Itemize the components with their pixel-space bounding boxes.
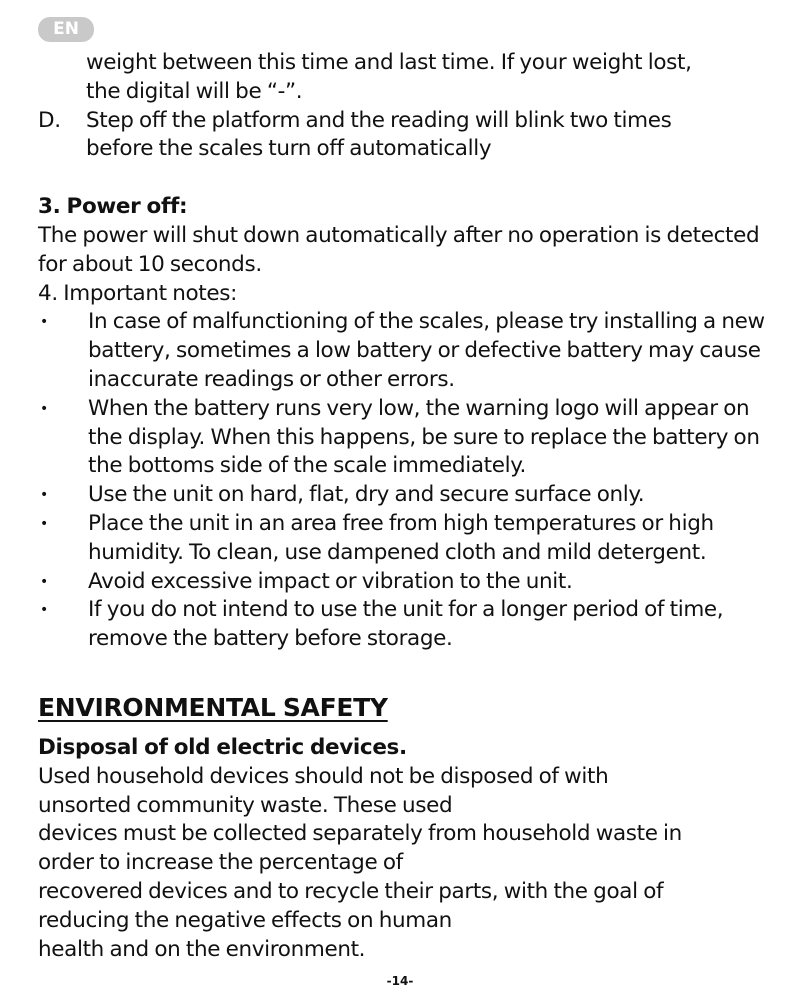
- list-item: [38, 568, 768, 597]
- list-item: [38, 395, 768, 481]
- list-item-text: Place the unit in an area free from high temperatures or high humidity. To clean, use dampened cloth and mild detergent.: [88, 510, 714, 565]
- list-item-text: When the battery runs very low, the warning logo will appear on the display. When this happens, be sure to replace the battery on the bottoms side of the scale immediately.: [88, 395, 760, 479]
- page-number: -14-: [386, 974, 414, 988]
- bullet-marker: •: [40, 400, 48, 417]
- list-item: [38, 510, 768, 568]
- important-notes-heading: 4. Important notes:: [38, 280, 238, 306]
- bullet-marker: •: [40, 573, 48, 590]
- disposal-line: unsorted community waste. These used: [38, 792, 453, 818]
- language-badge: EN: [38, 17, 94, 42]
- bullet-marker: •: [40, 515, 48, 532]
- disposal-line: health and on the environment.: [38, 936, 366, 962]
- step-c-continuation: [38, 49, 768, 107]
- power-off-heading: 3. Power off:: [38, 194, 188, 220]
- list-item: [38, 308, 768, 394]
- page-content: [38, 49, 768, 964]
- step-d-marker: D.: [38, 107, 61, 133]
- disposal-line: devices must be collected separately from household waste in: [38, 821, 682, 847]
- disposal-line: reducing the negative effects on human: [38, 907, 452, 933]
- step-c-line: the digital will be “-”.: [86, 78, 303, 104]
- list-item-text: In case of malfunctioning of the scales, please try installing a new battery, sometimes a low battery or defective battery may cause inaccurate readings or other errors.: [88, 309, 765, 392]
- step-d-text: [86, 107, 768, 165]
- bullet-marker: •: [40, 487, 48, 504]
- important-notes-list: [38, 308, 768, 654]
- disposal-line: recovered devices and to recycle their parts, with the goal of: [38, 878, 664, 904]
- disposal-line: order to increase the percentage of: [38, 850, 403, 876]
- step-d-line: before the scales turn off automatically: [86, 136, 492, 162]
- power-off-body: The power will shut down automatically after no operation is detected for about 10 seconds.: [38, 222, 760, 277]
- list-item: [38, 596, 768, 654]
- list-item: [38, 481, 768, 510]
- disposal-subheading: Disposal of old electric devices.: [38, 734, 407, 760]
- step-d-line: Step off the platform and the reading will blink two times: [86, 107, 672, 133]
- list-item-text: If you do not intend to use the unit for a longer period of time, remove the battery before storage.: [88, 597, 724, 652]
- disposal-line: Used household devices should not be disposed of with: [38, 763, 609, 789]
- list-item-text: Use the unit on hard, flat, dry and secure surface only.: [88, 482, 645, 508]
- step-d: [38, 107, 768, 165]
- environmental-safety-heading: ENVIRONMENTAL SAFETY: [38, 692, 388, 722]
- bullet-marker: •: [40, 314, 48, 331]
- list-item-text: Avoid excessive impact or vibration to the unit.: [88, 568, 573, 594]
- step-c-line: weight between this time and last time. If your weight lost,: [86, 50, 692, 75]
- bullet-marker: •: [40, 602, 48, 619]
- disposal-body: [38, 763, 768, 965]
